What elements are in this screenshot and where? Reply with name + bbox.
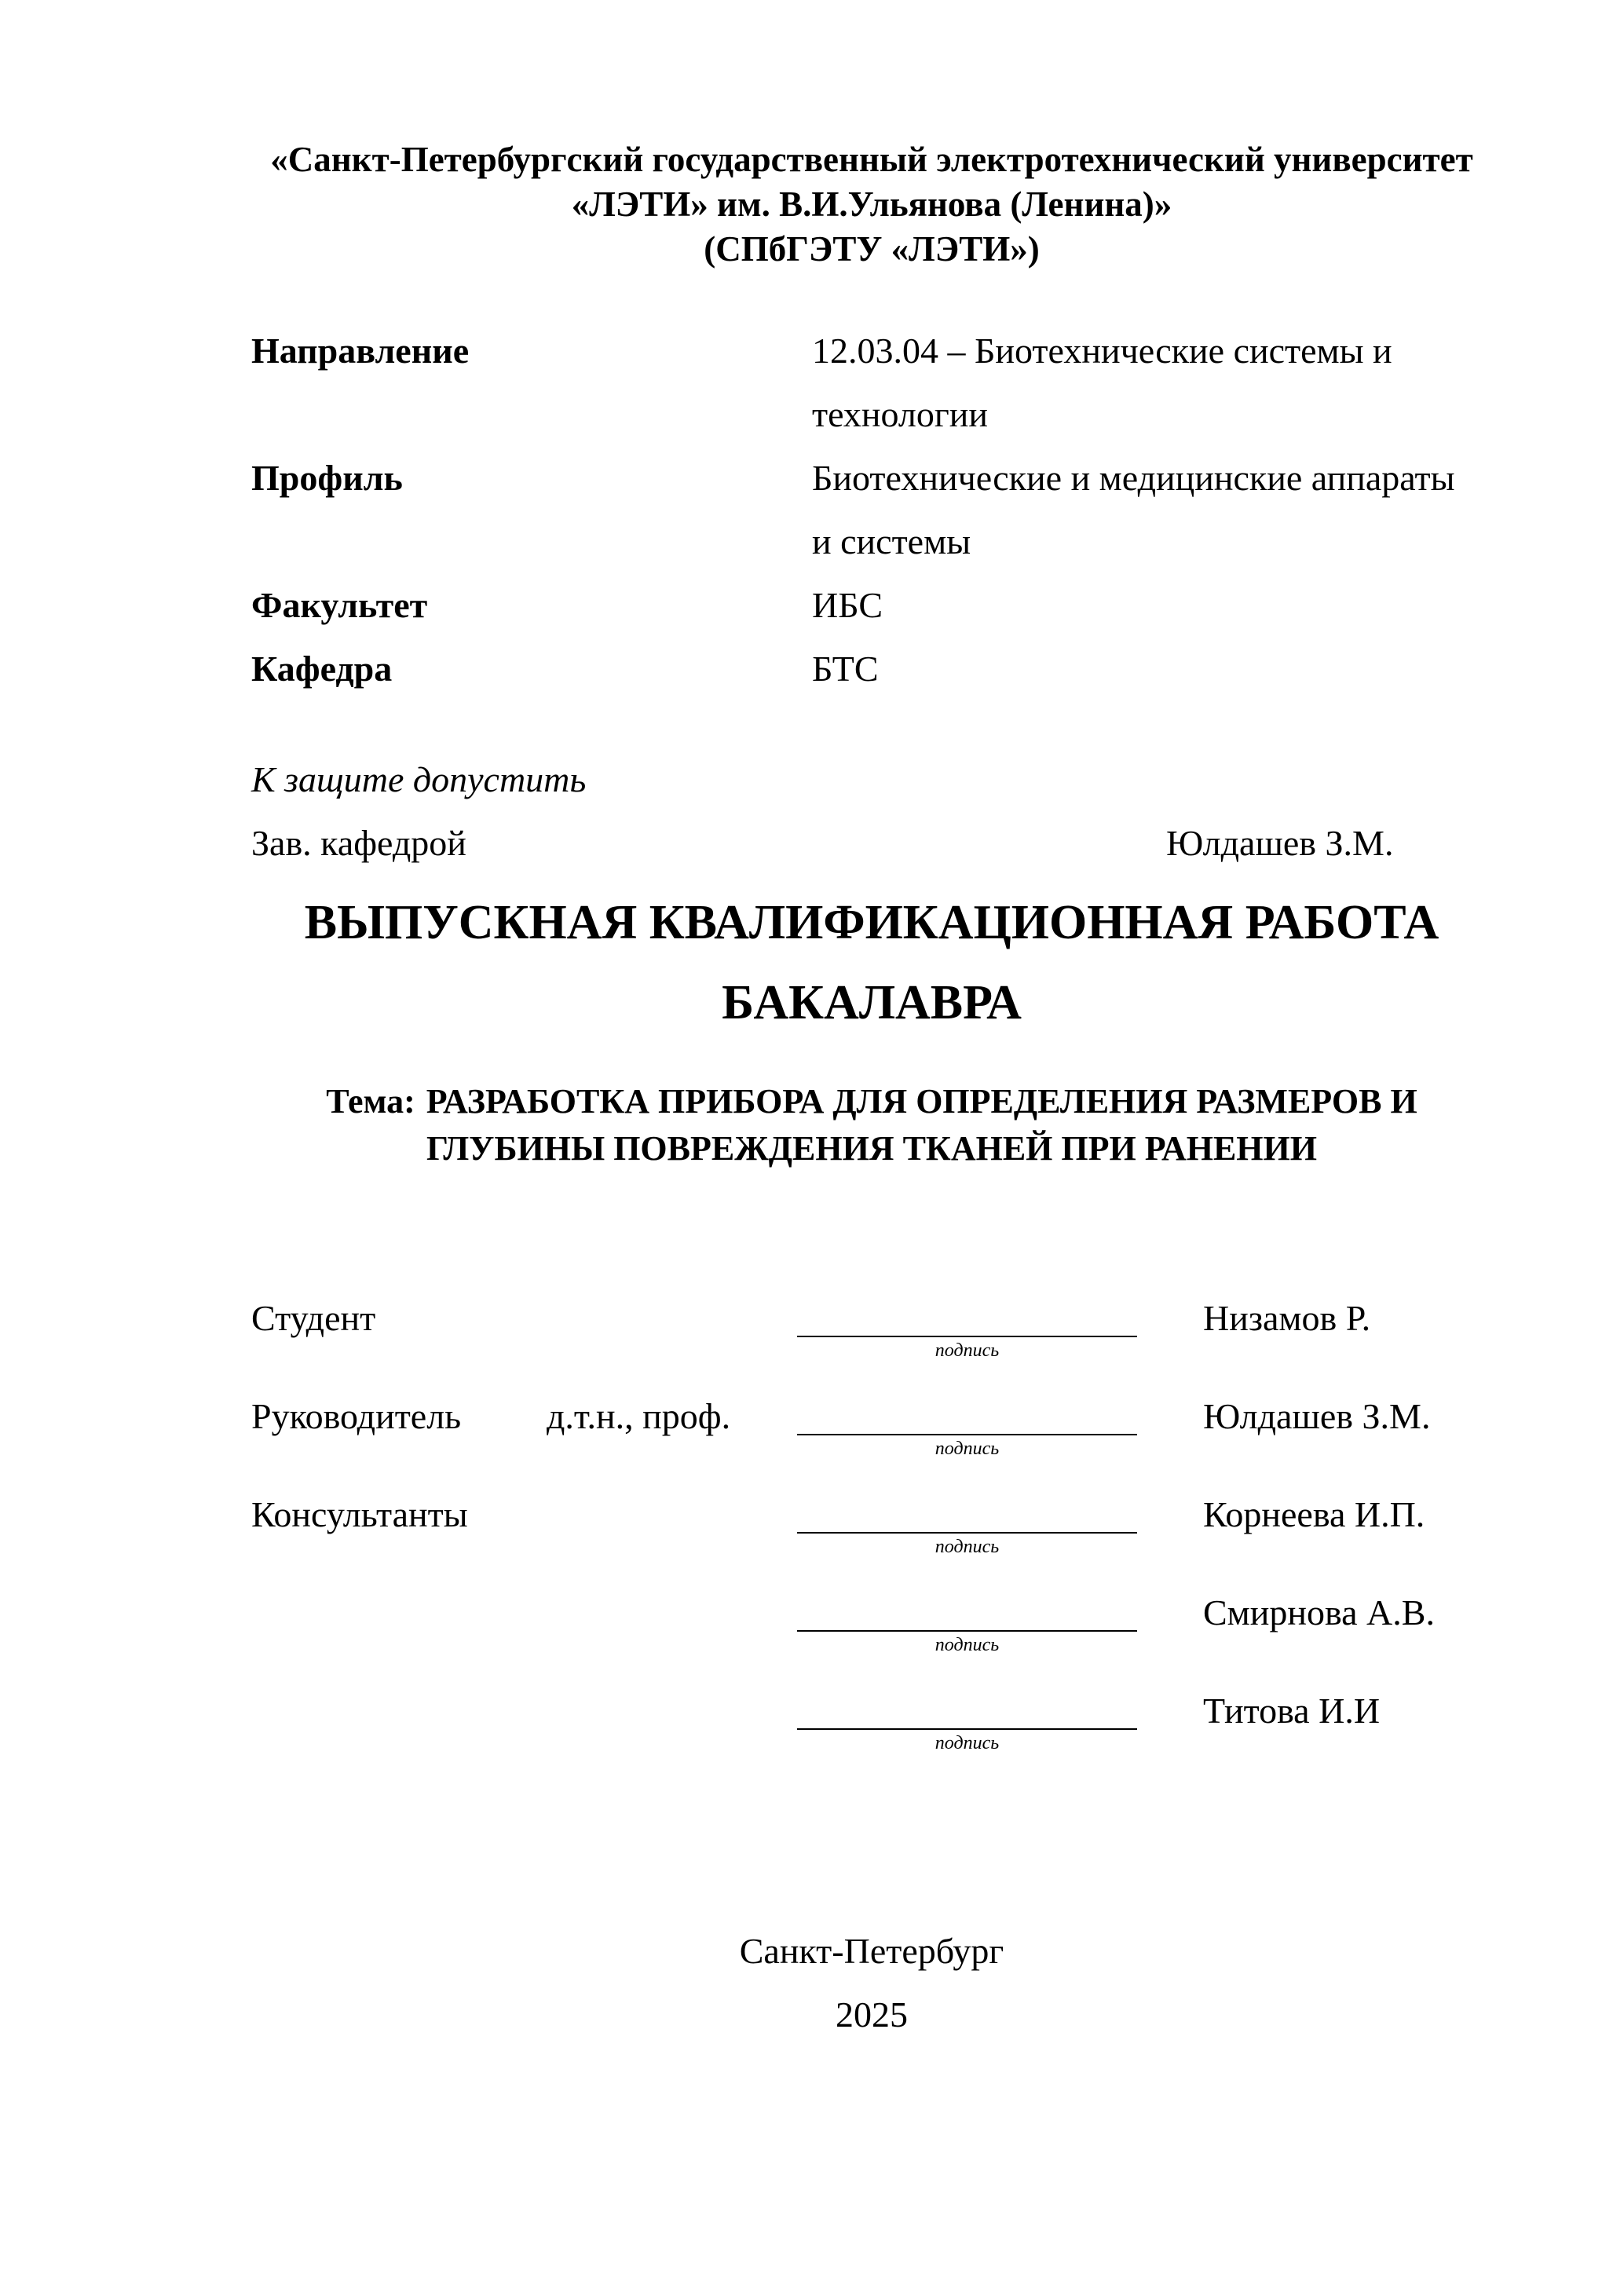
signature-role: Консультанты — [251, 1494, 468, 1534]
university-name-line2: «ЛЭТИ» им. В.И.Ульянова (Ленина)» — [571, 185, 1172, 224]
topic-label: Тема: — [326, 1082, 415, 1121]
signature-name: Юлдашев З.М. — [1203, 1396, 1431, 1436]
topic-text: РАЗРАБОТКА ПРИБОРА ДЛЯ ОПРЕДЕЛЕНИЯ РАЗМЕРОВ И ГЛУБИНЫ ПОВРЕЖДЕНИЯ ТКАНЕЙ ПРИ РАНЕНИИ — [426, 1082, 1417, 1168]
signature-name: Титова И.И — [1203, 1691, 1381, 1731]
signature-role: Руководитель — [251, 1396, 462, 1436]
university-abbreviation: (СПбГЭТУ «ЛЭТИ») — [704, 229, 1040, 269]
department-head-name: Юлдашев З.М. — [1166, 823, 1394, 863]
signature-degree: д.т.н., проф. — [547, 1396, 731, 1436]
topic-block — [251, 1078, 1492, 1172]
thesis-title-line1: ВЫПУСКНАЯ КВАЛИФИКАЦИОННАЯ РАБОТА — [304, 896, 1439, 949]
direction-label: Направление — [251, 331, 470, 371]
signature-role: Студент — [251, 1298, 376, 1338]
program-row-direction — [251, 319, 1492, 446]
signature-caption: подпись — [935, 1439, 1000, 1459]
profile-label: Профиль — [251, 458, 403, 498]
signature-field — [797, 1395, 1137, 1462]
university-header — [251, 137, 1492, 272]
faculty-value: ИБС — [812, 585, 883, 625]
profile-value: Биотехнические и медицинские аппараты и системы — [812, 458, 1455, 561]
signature-row-consultant-3 — [251, 1689, 1492, 1787]
footer-year: 2025 — [836, 1994, 908, 2035]
signature-name: Низамов Р. — [1203, 1298, 1371, 1338]
department-value: БТС — [812, 649, 879, 689]
signature-name: Корнеева И.П. — [1203, 1494, 1425, 1534]
department-head-label: Зав. кафедрой — [251, 823, 466, 863]
signature-line — [797, 1591, 1137, 1632]
footer-city: Санкт-Петербург — [739, 1931, 1004, 1971]
signature-caption: подпись — [935, 1635, 1000, 1655]
university-name-line1: «Санкт-Петербургский государственный электротехнический университет — [270, 140, 1473, 179]
signature-line — [797, 1296, 1137, 1337]
signature-field — [797, 1591, 1137, 1658]
approval-phrase: К защите допустить — [251, 759, 587, 799]
direction-value: 12.03.04 – Биотехнические системы и технологии — [812, 331, 1392, 434]
thesis-title — [251, 883, 1492, 1043]
signature-field — [797, 1689, 1137, 1757]
program-row-faculty — [251, 573, 1492, 637]
approval-block — [251, 748, 1492, 875]
signature-row-consultant-1 — [251, 1493, 1492, 1591]
approval-row — [251, 811, 1492, 875]
signature-line — [797, 1689, 1137, 1730]
faculty-label: Факультет — [251, 585, 428, 625]
signature-line — [797, 1493, 1137, 1534]
program-info — [251, 319, 1492, 700]
signature-name: Смирнова А.В. — [1203, 1592, 1435, 1632]
signature-row-consultant-2 — [251, 1591, 1492, 1689]
thesis-title-line2: БАКАЛАВРА — [722, 976, 1022, 1029]
signature-field — [797, 1493, 1137, 1560]
department-label: Кафедра — [251, 649, 393, 689]
program-row-department — [251, 637, 1492, 700]
program-row-profile — [251, 446, 1492, 573]
signature-caption: подпись — [935, 1537, 1000, 1557]
signature-caption: подпись — [935, 1340, 1000, 1361]
signature-field — [797, 1296, 1137, 1364]
signature-row-student — [251, 1296, 1492, 1395]
footer-block — [251, 1919, 1492, 2046]
signature-caption: подпись — [935, 1733, 1000, 1753]
signatures-block — [251, 1296, 1492, 1787]
signature-row-supervisor — [251, 1395, 1492, 1493]
signature-line — [797, 1395, 1137, 1435]
